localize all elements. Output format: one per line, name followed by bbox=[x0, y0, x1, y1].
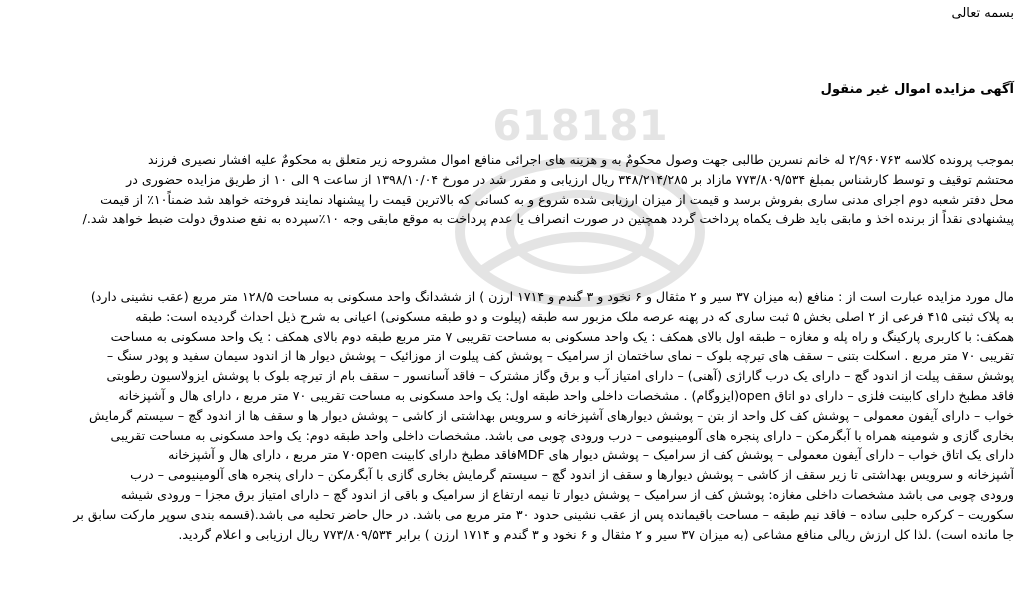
text-line: محل دفتر شعبه دوم اجرای مدنی ساری بفروش برسد و قیمت از میزان ارزیابی شده شروع و به کسانی که بالاترین قیمت را پیشنهاد نمایند فروخته خواهد شد ضمناً۱۰٪ از قیمت bbox=[100, 191, 1014, 207]
watermark-number: 618181 bbox=[492, 101, 668, 150]
text-line: پوشش سقف پیلت از اندود گچ – دارای یک درب گاراژی (آهنی) – دارای امتیاز آب و برق وگاز مشترک – فاقد آسانسور – سقف بام از تیرچه بلوک با پوشش ایزولاسیون رطوبتی bbox=[106, 368, 1014, 384]
text-line: دارای یک اتاق خواب – دارای آیفون معمولی – پوشش کف از سرامیک – پوشش دیوار های MDFفاقد مطبخ دارای کابینت ۷۰open متر مربع ، دارای هال و آشپزخانه bbox=[168, 447, 1014, 463]
text-line: بخاری گازی و شومینه همراه با آبگرمکن – دارای پنجره های آلومینیومی – درب ورودی چوبی می باشد. مشخصات داخلی واحد طبقه دوم: یک واحد مسکونی به مساحت تقریبی bbox=[110, 427, 1014, 443]
text-line: تقریبی ۷۰ متر مربع . اسکلت بتنی – سقف های تیرچه بلوک – نمای ساختمان از سرامیک – پوشش کف پیلوت از موزائیک – پوشش دیوار ها از اندود سیمان سفید و پودر سنگ – bbox=[106, 348, 1014, 364]
text-line: پیشنهادی نقداً از برنده اخذ و مابقی باید ظرف یکماه پرداخت گردد همچنین در صورت انصراف یا عدم پرداخت به موقع مابقی وجه ۱۰٪سپرده به نفع صندوق دولت ضبط خواهد شد./ bbox=[82, 211, 1014, 227]
text-line: همکف: با کاربری پارکینگ و راه پله و مغازه – طبقه اول بالای همکف : یک واحد مسکونی به مساحت تقریبی ۷ متر مربع طبقه دوم بالای همکف : یک واحد مسکونی به مساحت bbox=[110, 328, 1014, 344]
text-line: محتشم توقیف و توسط کارشناس بمبلغ ۷۷۳/۸۰۹/۵۳۴ مازاد بر ۳۴۸/۲۱۴/۲۸۵ ریال ارزیابی و مقرر شد در مورخ ۱۳۹۸/۱۰/۰۴ از ساعت ۹ الی ۱۰ از طریق مزایده حضوری در bbox=[126, 171, 1014, 187]
paragraph-property-description bbox=[8, 287, 1014, 544]
text-line: بموجب پرونده کلاسه ۲/۹۶۰۷۶۳ له خانم نسرین طالبی جهت وصول محکومٌ به و هزینه های اجرائی منافع اموال مشروحه زیر متعلق به محکومٌ علیه افشار نصیری فرزند bbox=[147, 152, 1014, 167]
text-line: خواب – دارای آیفون معمولی – پوشش کف کل واحد از بتن – پوشش دیوارهای آشپزخانه و سرویس بهداشتی از کاشی – پوشش دیوار ها و سقف ها از اندود گچ – سیستم گرمایش bbox=[89, 407, 1014, 423]
paragraph-announcement bbox=[8, 150, 1014, 229]
text-line: ورودی چوبی می باشد مشخصات داخلی مغازه: پوشش کف از سرامیک – پوشش دیوار تا نیمه ارتفاع از سرامیک و باقی از اندود گچ – دارای امتیاز برق مجزا – ورودی شیشه bbox=[120, 486, 1014, 502]
text-line: به پلاک ثبتی ۴۱۵ فرعی از ۲ اصلی بخش ۵ ثبت ساری که در پهنه عرصه ملک مزبور سه طبقه (پیلوت و دو طبقه مسکونی) اعیانی به شرح ذیل احداث گردیده است: طبقه bbox=[135, 308, 1014, 324]
text-line: جا مانده است) .لذا کل ارزش ریالی منافع مشاعی (به میزان ۳۷ سیر و ۲ مثقال و ۶ نخود و ۳ گندم و ۱۷۱۴ ارزن ) برابر ۷۷۳/۸۰۹/۵۳۴ ریال ارزیابی و اعلام گردید. bbox=[178, 526, 1014, 542]
notice-title: آگهی مزایده اموال غیر منقول bbox=[820, 82, 1014, 97]
text-line: سکوریت – کرکره حلبی ساده – فاقد نیم طبقه – مساحت باقیمانده پس از عقب نشینی حدود ۳۰ متر مربع می باشد. در حال حاضر تحلیه می باشد.(قسمه بندی سوپر مارکت سابق بر bbox=[73, 506, 1014, 522]
basmala-heading: بسمه تعالی bbox=[951, 6, 1014, 21]
text-line: مال مورد مزایده عبارت است از : منافع (به میزان ۳۷ سیر و ۲ مثقال و ۶ نخود و ۳ گندم و ۱۷۱۴ ارزن ) از ششدانگ واحد مسکونی به مساحت ۱۲۸/۵ متر مربع (عقب نشینی دارد) bbox=[90, 289, 1014, 304]
text-line: آشپزخانه و سرویس بهداشتی تا زیر سقف از کاشی – پوشش دیوارها و سقف از اندود گچ – سیستم گرمایش بخاری گازی با آبگرمکن – دارای پنجره های آلومینیومی – درب bbox=[130, 467, 1014, 483]
text-line: فاقد مطبخ دارای کابینت فلزی – دارای دو اتاق open(ایزوگام) . مشخصات داخلی واحد طبقه اول: یک واحد مسکونی به مساحت تقریبی ۷۰ متر مربع ، دارای هال و آشپزخانه bbox=[118, 387, 1014, 403]
